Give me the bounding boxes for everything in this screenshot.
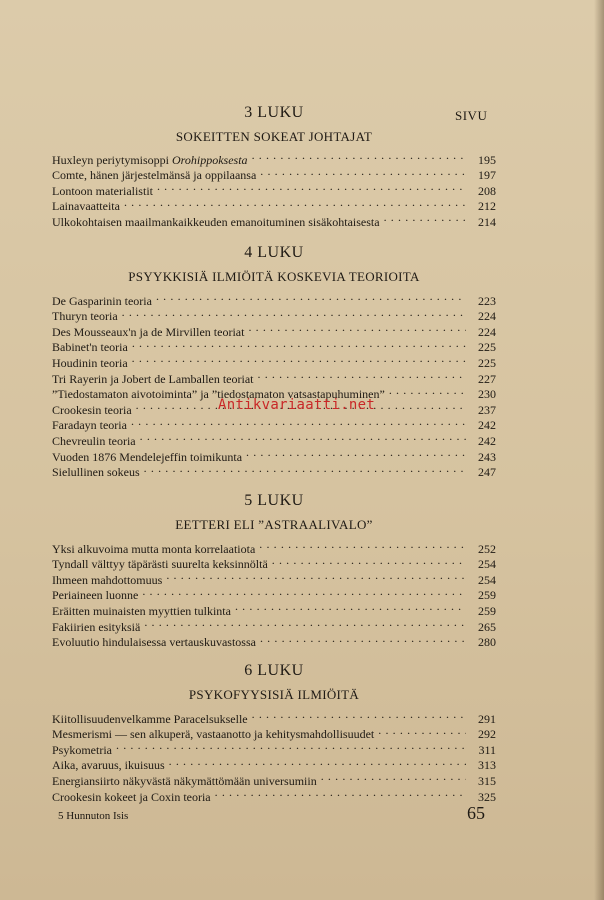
entry-page: 237 [478, 402, 496, 417]
leader-dots [235, 599, 466, 615]
entry-page: 230 [478, 387, 496, 402]
leader-dots [252, 148, 466, 164]
entry-title: Tyndall välttyy täpärästi suurelta keksinnöltä [52, 557, 268, 572]
toc-entry [52, 148, 496, 167]
entry-title: Tri Rayerin ja Jobert de Lamballen teoriat [52, 371, 254, 386]
entry-title: Lainavaatteita [52, 199, 120, 214]
entry-page: 315 [478, 773, 496, 788]
entry-page: 325 [478, 789, 496, 804]
entry-title: Sielullinen sokeus [52, 465, 140, 480]
chapter-title: EETTERI ELI ”ASTRAALIVALO” [175, 517, 373, 532]
leader-dots [157, 179, 466, 195]
leader-dots [140, 429, 466, 445]
entry-title: Aika, avaruus, ikuisuus [52, 758, 165, 773]
entry-title: ”Tiedostamaton aivotoiminta” ja ”tiedostamaton vatsastapuhuminen” [52, 387, 385, 402]
entry-title: Babinet'n teoria [52, 340, 128, 355]
toc-entry [52, 754, 496, 773]
entry-title: Huxleyn periytymisoppi Orohippoksesta [52, 152, 248, 167]
entry-page: 291 [478, 711, 496, 726]
leader-dots [272, 553, 466, 569]
leader-dots [260, 631, 466, 647]
entry-page: 254 [478, 557, 496, 572]
leader-dots [215, 785, 466, 801]
entry-page: 259 [478, 603, 496, 618]
entry-page: 212 [478, 199, 496, 214]
leader-dots [252, 707, 466, 723]
leader-dots [259, 537, 466, 553]
toc-entries [52, 289, 496, 480]
entry-page: 259 [478, 588, 496, 603]
chapter-number: 3 LUKU [244, 104, 304, 121]
entry-page: 214 [478, 214, 496, 229]
leader-dots [389, 383, 466, 399]
leader-dots [258, 367, 467, 383]
watermark: Antikvariaatti.net [218, 397, 376, 413]
chapter-title: PSYKOFYYSISIÄ ILMIÖITÄ [188, 687, 360, 702]
entry-page: 252 [478, 541, 496, 556]
chapter-6 [52, 661, 496, 804]
leader-dots [169, 754, 466, 770]
entry-title: Psykometria [52, 742, 112, 757]
entry-page: 227 [478, 371, 496, 386]
leader-dots [246, 445, 466, 461]
entry-page: 280 [478, 635, 496, 650]
entry-title: Mesmerismi — sen alkuperä, vastaanotto ja kehitysmahdollisuudet [52, 727, 375, 742]
entry-page: 292 [478, 727, 496, 742]
leader-dots [384, 210, 466, 226]
entry-title: Kiitollisuudenvelkamme Paracelsukselle [52, 711, 248, 726]
page-column-label: SIVU [455, 108, 488, 123]
leader-dots [378, 723, 466, 739]
toc-entries [52, 537, 496, 650]
entry-page: 254 [478, 572, 496, 587]
entry-title: Crookesin kokeet ja Coxin teoria [52, 789, 211, 804]
entry-title: Eräitten muinaisten myyttien tulkinta [52, 603, 231, 618]
entry-page: 195 [478, 152, 496, 167]
toc-entries [52, 707, 496, 804]
entry-page: 242 [478, 433, 496, 448]
chapter-number: 6 LUKU [244, 662, 304, 679]
entry-title: Thuryn teoria [52, 309, 118, 324]
leader-dots [124, 195, 466, 211]
leader-dots [142, 584, 466, 600]
toc-entry [52, 320, 496, 339]
leader-dots [248, 320, 466, 336]
leader-dots [122, 305, 466, 321]
entry-page: 208 [478, 183, 496, 198]
page-number: 65 [467, 803, 485, 823]
footer-signature: 5 Hunnuton Isis [58, 810, 129, 822]
entry-title: Lontoon materialistit [52, 183, 153, 198]
leader-dots [144, 461, 466, 477]
entry-page: 247 [478, 465, 496, 480]
entry-title: Energiansiirto näkyvästä näkymättömään universumiin [52, 773, 317, 788]
entry-title: Ihmeen mahdottomuus [52, 572, 163, 587]
entry-page: 242 [478, 418, 496, 433]
leader-dots [321, 769, 466, 785]
leader-dots [260, 164, 466, 180]
toc-entry [52, 289, 496, 308]
leader-dots [166, 568, 466, 584]
entry-title: Fakiirien esityksiä [52, 619, 141, 634]
chapter-number: 4 LUKU [244, 244, 304, 261]
entry-page: 265 [478, 619, 496, 634]
entry-title: Yksi alkuvoima mutta monta korrelaatiota [52, 541, 256, 556]
leader-dots [116, 738, 466, 754]
entry-title: Houdinin teoria [52, 355, 128, 370]
leader-dots [156, 289, 466, 305]
entry-page: 225 [478, 340, 496, 355]
entry-title: Faradayn teoria [52, 418, 127, 433]
toc-entry [52, 537, 496, 556]
entry-title: Comte, hänen järjestelmänsä ja oppilaansa [52, 168, 257, 183]
chapter-title: SOKEITTEN SOKEAT JOHTAJAT [175, 129, 373, 144]
chapter-title: PSYYKKISIÄ ILMIÖITÄ KOSKEVIA TEORIOITA [128, 269, 420, 284]
toc-entries [52, 148, 496, 229]
entry-page: 223 [478, 293, 496, 308]
entry-page: 313 [478, 758, 496, 773]
entry-title: De Gasparinin teoria [52, 293, 152, 308]
page-edge-shadow [594, 0, 604, 900]
entry-title: Evoluutio hindulaisessa vertauskuvastossa [52, 635, 256, 650]
entry-page: 224 [478, 324, 496, 339]
entry-page: 225 [478, 355, 496, 370]
leader-dots [144, 615, 466, 631]
chapter-4 [52, 243, 496, 480]
leader-dots [132, 336, 466, 352]
entry-title: Crookesin teoria [52, 402, 132, 417]
entry-page: 243 [478, 449, 496, 464]
chapter-3 [52, 103, 496, 229]
leader-dots [132, 351, 466, 367]
chapter-5 [52, 491, 496, 650]
leader-dots [131, 414, 466, 430]
entry-page: 224 [478, 309, 496, 324]
toc-entry [52, 738, 496, 757]
entry-title: Ulkokohtaisen maailmankaikkeuden emanoituminen sisäkohtaisesta [52, 214, 380, 229]
toc-entry [52, 707, 496, 726]
entry-title: Vuoden 1876 Mendelejeffin toimikunta [52, 449, 243, 464]
entry-page: 311 [478, 742, 496, 757]
entry-title: Chevreulin teoria [52, 433, 136, 448]
entry-title: Periaineen luonne [52, 588, 139, 603]
chapter-number: 5 LUKU [244, 492, 304, 509]
entry-title: Des Mousseaux'n ja de Mirvillen teoriat [52, 324, 245, 339]
entry-page: 197 [478, 168, 496, 183]
